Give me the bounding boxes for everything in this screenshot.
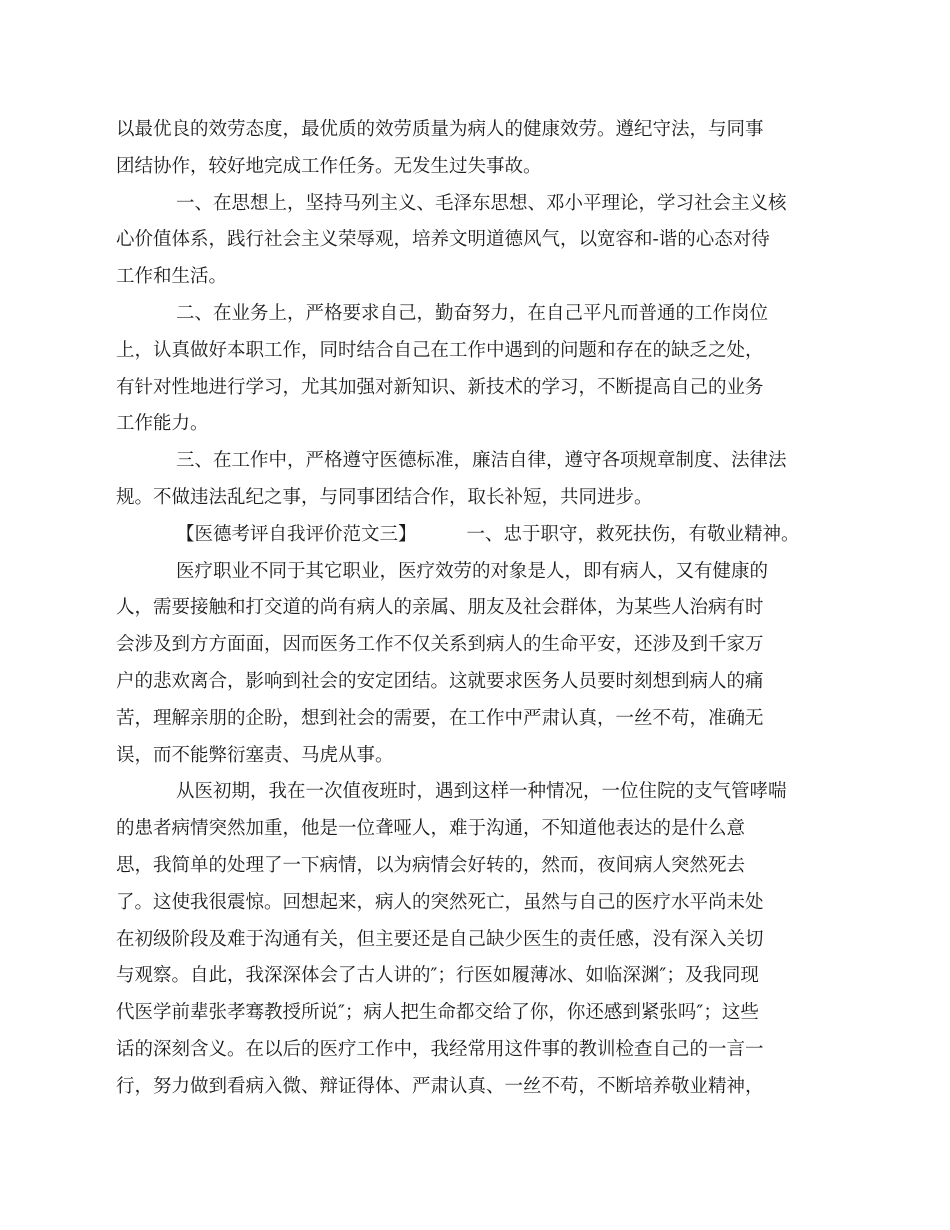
- text-line: 的患者病情突然加重，他是一位聋哑人，难于沟通，不知道他表达的是什么意: [116, 818, 746, 840]
- text-line: 二、在业务上，严格要求自己，勤奋努力，在自己平凡而普通的工作岗位: [176, 302, 769, 324]
- text-line: 心价值体系，践行社会主义荣辱观，培养文明道德风气，以宽容和-谐的心态对待: [116, 229, 770, 251]
- text-line: 医疗职业不同于其它职业，医疗效劳的对象是人，即有病人，又有健康的: [176, 560, 769, 582]
- text-line: 三、在工作中，严格遵守医德标准，廉洁自律，遵守各项规章制度、法律法: [176, 450, 787, 472]
- text-line: 行，努力做到看病入微、辩证得体、严肃认真、一丝不苟，不断培养敬业精神，: [116, 1075, 764, 1097]
- text-line: 人，需要接触和打交道的尚有病人的亲属、朋友及社会群体，为某些人治病有时: [116, 597, 764, 619]
- text-line: 规。不做违法乱纪之事，与同事团结合作，取长补短，共同进步。: [116, 486, 653, 508]
- text-line: 与观察。自此，我深深体会了古人讲的″；行医如履薄冰、如临深渊″；及我同现: [116, 965, 759, 987]
- text-line: 思，我简单的处理了一下病情，以为病情会好转的，然而，夜间病人突然死去: [116, 854, 746, 876]
- text-line: 从医初期，我在一次值夜班时，遇到这样一种情况，一位住院的支气管哮喘: [176, 781, 787, 803]
- text-line: 误，而不能弊衍塞责、马虎从事。: [116, 744, 394, 766]
- text-line: 工作和生活。: [116, 266, 228, 288]
- section-heading-line: [116, 517, 856, 554]
- text-line: 代医学前辈张孝骞教授所说″；病人把生命都交给了你，你还感到紧张吗″；这些: [116, 1002, 759, 1024]
- text-line: 有针对性地进行学习，尤其加强对新知识、新技术的学习，不断提高自己的业务: [116, 376, 764, 398]
- section-heading: 【医德考评自我评价范文三】: [176, 523, 417, 545]
- text-line: 了。这使我很震惊。回想起来，病人的突然死亡，虽然与自己的医疗水平尚未处: [116, 891, 764, 913]
- text-line: 以最优良的效劳态度，最优质的效劳质量为病人的健康效劳。遵纪守法，与同事: [116, 119, 764, 140]
- text-line: 上，认真做好本职工作，同时结合自己在工作中遇到的问题和存在的缺乏之处，: [116, 339, 764, 361]
- text-line: 团结协作，较好地完成工作任务。无发生过失事故。: [116, 155, 542, 177]
- body-text: [116, 112, 856, 1106]
- text-line: 话的深刻含义。在以后的医疗工作中，我经常用这件事的教训检查自己的一言一: [116, 1038, 764, 1060]
- text-line: 工作能力。: [116, 413, 209, 435]
- text-line: 在初级阶段及难于沟通有关，但主要还是自己缺少医生的责任感，没有深入关切: [116, 928, 764, 950]
- text-line: 户的悲欢离合，影响到社会的安定团结。这就要求医务人员要时刻想到病人的痛: [116, 670, 764, 692]
- text-line: 苦，理解亲朋的企盼，想到社会的需要，在工作中严肃认真，一丝不苟，准确无: [116, 707, 764, 729]
- text-line: 会涉及到方方面面，因而医务工作不仅关系到病人的生命平安，还涉及到千家万: [116, 634, 764, 656]
- section-subheading: 一、忠于职守，救死扶伤，有敬业精神。: [466, 523, 800, 545]
- text-line: 一、在思想上，坚持马列主义、毛泽东思想、邓小平理论，学习社会主义核: [176, 192, 787, 214]
